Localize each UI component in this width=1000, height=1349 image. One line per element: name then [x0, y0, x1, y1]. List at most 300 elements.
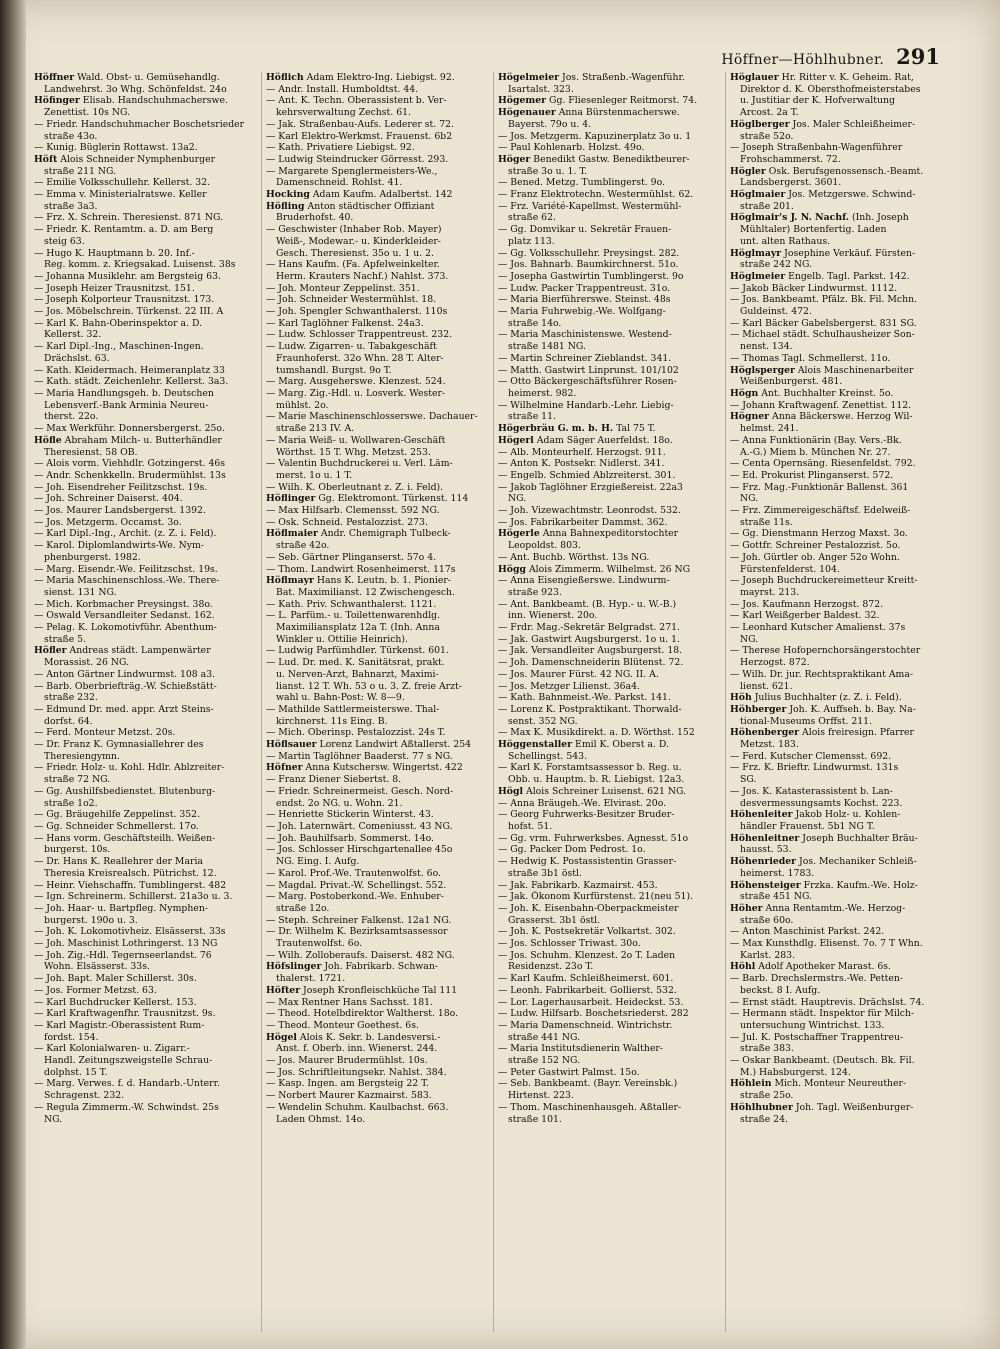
- entry-text: Landwehrst. 3o Whg. Schönfeldst. 24o: [44, 83, 227, 95]
- entry-text: — Emilie Volksschullehr. Kellerst. 32.: [34, 177, 211, 189]
- entry-text: — Franz Diener Siebertst. 8.: [266, 774, 402, 786]
- entry-text: — Centa Opernsäng. Riesenfeldst. 792.: [730, 458, 916, 470]
- header-title: Höffner—Höhlhubner.: [721, 52, 885, 68]
- entry-text: Reg. komm. z. Kriegsakad. Luisenst. 38s: [44, 259, 236, 271]
- entry-text: Elisab. Handschuhmacherswe.: [79, 95, 228, 107]
- surname: Höhensteiger: [730, 879, 801, 891]
- directory-entry: [730, 657, 954, 669]
- directory-entry: [730, 341, 954, 353]
- directory-entry: [266, 903, 489, 915]
- entry-text: Guldeinst. 472.: [740, 306, 812, 318]
- directory-entry: [730, 154, 954, 166]
- entry-text: Metzst. 183.: [740, 739, 799, 751]
- directory-entry: [266, 201, 489, 213]
- directory-entry: [266, 283, 489, 295]
- directory-entry: [34, 318, 257, 330]
- surname: Hocking: [266, 189, 310, 201]
- entry-text: — Friedr. Handschuhmacher Boschetsrieder: [34, 118, 245, 130]
- directory-entry: [266, 880, 489, 892]
- entry-text: Grasserst. 3b1 östl.: [508, 914, 601, 926]
- directory-entry: [730, 236, 954, 248]
- directory-entry: [34, 470, 257, 482]
- directory-entry: [730, 447, 954, 459]
- entry-text: — Ant. Buchb. Wörthst. 13s NG.: [498, 551, 650, 563]
- entry-text: Fürstenfelderst. 104.: [740, 563, 840, 575]
- directory-entry: [266, 1055, 489, 1067]
- surname: Högemer: [498, 95, 547, 107]
- directory-entry: [266, 458, 489, 470]
- directory-entry: [266, 950, 489, 962]
- directory-entry: [266, 774, 489, 786]
- directory-entry: [730, 762, 954, 774]
- entry-text: — Edmund Dr. med. appr. Arzt Steins-: [34, 703, 214, 715]
- directory-entry: [498, 458, 721, 470]
- directory-entry: [266, 657, 489, 669]
- directory-entry: [266, 236, 489, 248]
- entry-text: Isartalst. 323.: [508, 83, 574, 95]
- directory-entry: [34, 306, 257, 318]
- directory-entry: [730, 119, 954, 131]
- directory-entry: [730, 365, 954, 377]
- directory-entry: [34, 119, 257, 131]
- entry-text: straße 12o.: [276, 902, 330, 914]
- directory-entry: [730, 400, 954, 412]
- entry-text: Gg. Elektromont. Türkenst. 114: [315, 493, 469, 505]
- entry-text: straße 152 NG.: [508, 1055, 581, 1067]
- directory-entry: [498, 540, 721, 552]
- directory-entry: [266, 318, 489, 330]
- entry-text: senst. 352 NG.: [508, 715, 578, 727]
- directory-entry: [266, 166, 489, 178]
- entry-text: hofst. 51.: [508, 821, 553, 832]
- entry-text: Morassist. 26 NG.: [44, 657, 130, 669]
- directory-entry: [34, 1114, 257, 1126]
- entry-text: mühlst. 2o.: [276, 399, 329, 411]
- directory-entry: [34, 973, 257, 985]
- directory-entry: [266, 259, 489, 271]
- directory-entry: [498, 224, 721, 236]
- directory-entry: [730, 318, 954, 330]
- entry-text: Benedikt Gastw. Benediktbeurer-: [530, 153, 690, 165]
- directory-entry: [730, 868, 954, 880]
- directory-entry: [730, 72, 954, 84]
- surname: Höhenberger: [730, 727, 800, 739]
- directory-entry: [266, 610, 489, 622]
- directory-entry: [498, 903, 721, 915]
- entry-text: Mühltaler) Bortenfertig. Laden: [740, 224, 887, 236]
- directory-entry: [730, 926, 954, 938]
- entry-text: Mich. Monteur Neureuther-: [771, 1078, 907, 1090]
- entry-text: — Hermann städt. Inspektor für Milch-: [730, 1008, 915, 1020]
- entry-text: NG.: [44, 1113, 63, 1125]
- entry-text: — Georg Fuhrwerks-Besitzer Bruder-: [498, 809, 675, 821]
- entry-text: — Joh. Monteur Zeppelinst. 351.: [266, 282, 420, 294]
- directory-entry: [498, 645, 721, 657]
- entry-text: — Karl Kolonialwaren- u. Zigarr.-: [34, 1043, 190, 1055]
- entry-text: — Marie Maschinenschlosserswe. Dachauer-: [266, 411, 478, 423]
- entry-text: — Maria Fuhrwebig.-We. Wolfgang-: [498, 306, 666, 318]
- surname: Höglauer: [730, 72, 779, 83]
- entry-text: Weiß-, Modewar.- u. Kinderkleider-: [276, 235, 441, 247]
- entry-text: desvermessungsamts Kochst. 223.: [740, 797, 903, 809]
- directory-entry: [34, 388, 257, 400]
- directory-entry: [730, 1008, 954, 1020]
- directory-entry: [730, 353, 954, 365]
- entry-text: — Engelb. Schmied Ablzreiterst. 301.: [498, 469, 676, 481]
- directory-entry: [498, 1008, 721, 1020]
- entry-text: — Joh. Eisendreher Feilitzschst. 19s.: [34, 481, 208, 493]
- directory-entry: [34, 84, 257, 96]
- directory-entry: [34, 482, 257, 494]
- directory-entry: [34, 154, 257, 166]
- directory-entry: [266, 528, 489, 540]
- entry-text: straße 11.: [508, 411, 556, 423]
- directory-entry: [34, 201, 257, 213]
- directory-entry: [730, 645, 954, 657]
- entry-text: — Johann Kraftwagenf. Zenettist. 112.: [730, 399, 912, 411]
- directory-entry: [34, 856, 257, 868]
- entry-text: — Frz. Variété-Kapellmst. Westermühl-: [498, 200, 682, 212]
- entry-text: Wörthst. 15 T. Whg. Metzst. 253.: [276, 446, 431, 458]
- directory-entry: [266, 751, 489, 763]
- entry-text: — Marg. Verwes. f. d. Handarb.-Unterr.: [34, 1078, 220, 1090]
- directory-entry: [266, 985, 489, 997]
- entry-text: — Johanna Musiklehr. am Bergsteig 63.: [34, 270, 221, 282]
- directory-entry: [266, 294, 489, 306]
- directory-entry: [34, 236, 257, 248]
- directory-entry: [34, 1090, 257, 1102]
- entry-text: straße 43o.: [44, 130, 98, 142]
- directory-entry: [34, 645, 257, 657]
- directory-entry: [498, 950, 721, 962]
- entry-text: — Hugo K. Hauptmann b. 20. Inf.-: [34, 247, 195, 259]
- directory-entry: [34, 376, 257, 388]
- directory-entry: [34, 809, 257, 821]
- directory-entry: [730, 540, 954, 552]
- entry-text: — Max Werkführ. Donnersbergerst. 25o.: [34, 423, 225, 435]
- directory-entry: [266, 470, 489, 482]
- entry-text: — Ign. Schreinerm. Schillerst. 21a3o u. 3.: [34, 891, 233, 903]
- surname: Höfter: [266, 984, 301, 996]
- entry-text: Herm. Krauters Nachf.) Nahlst. 373.: [276, 270, 449, 282]
- directory-entry: [266, 798, 489, 810]
- directory-entry: [498, 856, 721, 868]
- entry-text: — Karol. Prof.-We. Trautenwolfst. 6o.: [266, 867, 441, 879]
- entry-text: — Joh. Gürtler ob. Anger 52o Wohn.: [730, 551, 900, 563]
- entry-text: — Alois vorm. Viehhdlr. Gotzingerst. 46s: [34, 458, 226, 470]
- surname: Höhenleiter: [730, 809, 793, 821]
- entry-text: Bat. Maximilianst. 12 Zwischengesch.: [276, 586, 455, 598]
- entry-text: Ant. Buchhalter Kreinst. 5o.: [758, 387, 894, 399]
- entry-text: — Gg. Dienstmann Herzog Maxst. 3o.: [730, 528, 908, 540]
- directory-entry: [34, 1078, 257, 1090]
- entry-text: — Maria Weiß- u. Wollwaren-Geschäft: [266, 434, 446, 446]
- entry-text: Tal 75 T.: [613, 423, 656, 435]
- entry-text: — Gg. Aushilfsbedienstet. Blutenburg-: [34, 785, 216, 797]
- entry-text: Alois K. Sekr. b. Landesversi.-: [296, 1031, 441, 1043]
- entry-text: — Ed. Prokurist Plinganserst. 572.: [730, 469, 894, 481]
- directory-entry: [266, 692, 489, 704]
- entry-text: — Jos. Metzgerm. Occamst. 3o.: [34, 516, 182, 528]
- surname: Högerbräu G. m. b. H.: [498, 423, 614, 435]
- directory-entry: [266, 388, 489, 400]
- entry-text: Leopoldst. 803.: [508, 540, 581, 552]
- entry-text: Joh. Fabrikarb. Schwan-: [321, 961, 438, 973]
- entry-text: — Anna Bräugeh.-We. Elvirast. 20o.: [498, 797, 667, 809]
- directory-entry: [34, 212, 257, 224]
- directory-entry: [266, 727, 489, 739]
- directory-entry: [730, 411, 954, 423]
- entry-text: straße 383.: [740, 1043, 794, 1055]
- directory-entry: [34, 540, 257, 552]
- directory-entry: [266, 552, 489, 564]
- directory-entry: [730, 1032, 954, 1044]
- directory-entry: [498, 774, 721, 786]
- directory-entry: [266, 1114, 489, 1126]
- directory-entry: [498, 107, 721, 119]
- entry-text: — Joh. Spengler Schwanthalerst. 110s: [266, 306, 448, 318]
- directory-entry: [730, 1102, 954, 1114]
- directory-column: [262, 72, 494, 1332]
- entry-text: — Maria Institutsdienerin Walther-: [498, 1043, 663, 1055]
- directory-entry: [34, 716, 257, 728]
- surname: Högl: [498, 785, 524, 797]
- directory-entry: [730, 739, 954, 751]
- entry-text: — Andr. Schenkkelln. Brudermühlst. 13s: [34, 469, 226, 481]
- directory-entry: [266, 1020, 489, 1032]
- directory-entry: [730, 634, 954, 646]
- entry-text: — Dr. Hans K. Reallehrer der Maria: [34, 856, 203, 868]
- entry-text: — Hans Kaufm. (Fa. Apfelweinkelter.: [266, 259, 440, 271]
- entry-text: — Henriette Stickerin Winterst. 43.: [266, 809, 434, 821]
- entry-text: hausst. 53.: [740, 844, 792, 856]
- entry-text: A.-G.) Miem b. München Nr. 27.: [740, 446, 891, 458]
- entry-text: — Dr. Franz K. Gymnasiallehrer des: [34, 739, 204, 751]
- directory-entry: [730, 1020, 954, 1032]
- surname: Högelmeier: [498, 72, 560, 83]
- entry-text: Arcost. 2a T.: [740, 107, 799, 119]
- entry-text: dolphst. 15 T.: [44, 1066, 108, 1078]
- entry-text: — Karol. Diplomlandwirts-We. Nym-: [34, 540, 204, 552]
- directory-entry: [266, 564, 489, 576]
- entry-text: — Ludwig Parfümhdler. Türkenst. 601.: [266, 645, 449, 657]
- directory-entry: [498, 821, 721, 833]
- directory-entry: [498, 447, 721, 459]
- directory-entry: [34, 727, 257, 739]
- directory-entry: [730, 915, 954, 927]
- entry-text: — Ernst städt. Hauptrevis. Drächslst. 74.: [730, 996, 925, 1008]
- directory-entry: [266, 926, 489, 938]
- directory-entry: [266, 447, 489, 459]
- entry-text: Jos. Mechaniker Schleiß-: [796, 856, 917, 868]
- directory-entry: [266, 482, 489, 494]
- entry-text: — Thom. Landwirt Rosenheimerst. 117s: [266, 563, 456, 575]
- surname: Höflsauer: [266, 739, 317, 751]
- entry-text: kehrsverwaltung Zechst. 61.: [276, 107, 411, 119]
- directory-entry: [730, 844, 954, 856]
- directory-entry: [34, 1020, 257, 1032]
- entry-text: — Alb. Monteurhelf. Herzogst. 911.: [498, 446, 666, 458]
- directory-entry: [498, 259, 721, 271]
- directory-entry: [498, 833, 721, 845]
- directory-entry: [498, 236, 721, 248]
- entry-text: Anna Bürstenmacherswe.: [555, 107, 680, 119]
- entry-text: — Frz. Zimmereigeschäftsf. Edelweiß-: [730, 505, 911, 517]
- directory-entry: [498, 681, 721, 693]
- entry-text: — Jos. Schuhm. Klenzest. 2o T. Laden: [498, 949, 676, 961]
- entry-text: — Jos. Möbelschrein. Türkenst. 22 III. A: [34, 306, 224, 318]
- directory-entry: [266, 739, 489, 751]
- entry-text: — Lud. Dr. med. K. Sanitätsrat, prakt.: [266, 657, 445, 669]
- entry-text: — Frz. X. Schrein. Theresienst. 871 NG.: [34, 212, 224, 224]
- directory-entry: [730, 973, 954, 985]
- entry-text: burgerst. 190o u. 3.: [44, 914, 138, 926]
- directory-entry: [730, 880, 954, 892]
- entry-text: — Jak. Gastwirt Augsburgerst. 1o u. 1.: [498, 633, 680, 645]
- directory-entry: [730, 622, 954, 634]
- entry-text: endst. 2o NG. u. Wohn. 21.: [276, 797, 403, 809]
- entry-text: Hirtenst. 223.: [508, 1090, 574, 1102]
- directory-entry: [498, 739, 721, 751]
- directory-entry: [34, 961, 257, 973]
- directory-entry: [730, 329, 954, 341]
- entry-text: straße 213 IV. A.: [276, 423, 355, 435]
- directory-entry: [730, 131, 954, 143]
- directory-entry: [498, 880, 721, 892]
- entry-text: Gg. Fliesenleger Reitmorst. 74.: [546, 95, 698, 107]
- directory-entry: [34, 505, 257, 517]
- directory-entry: [266, 131, 489, 143]
- entry-text: Damenschneid. Rohlst. 41.: [276, 177, 403, 189]
- directory-entry: [34, 821, 257, 833]
- directory-entry: [498, 95, 721, 107]
- entry-text: — Therese Hofopernchorsängerstochter: [730, 645, 921, 657]
- directory-entry: [266, 365, 489, 377]
- directory-entry: [730, 903, 954, 915]
- surname: Höfner: [266, 762, 303, 774]
- page-number: 291: [896, 44, 940, 69]
- directory-entry: [266, 517, 489, 529]
- entry-text: — Heinr. Viehschaffn. Tumblingerst. 482: [34, 879, 227, 891]
- directory-entry: [34, 950, 257, 962]
- directory-entry: [730, 248, 954, 260]
- entry-text: — Karl Bäcker Gabelsbergerst. 831 SG.: [730, 317, 917, 329]
- directory-entry: [266, 224, 489, 236]
- page-header: [720, 44, 940, 70]
- entry-text: Gesch. Theresienst. 35o u. 1 u. 2.: [276, 247, 435, 259]
- directory-entry: [266, 341, 489, 353]
- directory-entry: [34, 903, 257, 915]
- directory-entry: [498, 131, 721, 143]
- directory-entry: [34, 177, 257, 189]
- entry-text: — Anton K. Postsekr. Nidlerst. 341.: [498, 458, 665, 470]
- directory-entry: [34, 341, 257, 353]
- directory-columns: [30, 72, 960, 1332]
- directory-entry: [730, 201, 954, 213]
- entry-text: — Mathilde Sattlermeisterswe. Thal-: [266, 703, 440, 715]
- entry-text: — Karl K. Forstamtsassessor b. Reg. u.: [498, 762, 682, 774]
- entry-text: — Max K. Musikdirekt. a. D. Wörthst. 152: [498, 727, 695, 739]
- entry-text: — Wilhelmine Handarb.-Lehr. Liebig-: [498, 399, 674, 411]
- directory-entry: [730, 505, 954, 517]
- surname: Höglmayr: [730, 247, 782, 259]
- directory-entry: [34, 798, 257, 810]
- directory-entry: [730, 189, 954, 201]
- directory-entry: [498, 622, 721, 634]
- directory-entry: [34, 552, 257, 564]
- directory-entry: [498, 704, 721, 716]
- directory-entry: [498, 201, 721, 213]
- directory-entry: [34, 435, 257, 447]
- directory-entry: [34, 411, 257, 423]
- entry-text: sienst. 131 NG.: [44, 586, 117, 598]
- entry-text: beckst. 8 I. Aufg.: [740, 984, 821, 996]
- binding-edge: [0, 0, 26, 1349]
- directory-entry: [34, 926, 257, 938]
- directory-entry: [34, 1055, 257, 1067]
- entry-text: — Maria Handlungsgeh. b. Deutschen: [34, 387, 214, 399]
- directory-entry: [498, 306, 721, 318]
- directory-entry: [498, 692, 721, 704]
- entry-text: — Ant. Bankbeamt. (B. Hyp.- u. W.-B.): [498, 598, 677, 610]
- entry-text: — Lorenz K. Postpraktikant. Thorwald-: [498, 703, 682, 715]
- directory-entry: [730, 938, 954, 950]
- directory-entry: [266, 95, 489, 107]
- directory-entry: [34, 868, 257, 880]
- directory-entry: [730, 950, 954, 962]
- directory-entry: [266, 142, 489, 154]
- directory-column: [494, 72, 726, 1332]
- directory-entry: [730, 435, 954, 447]
- directory-entry: [498, 271, 721, 283]
- entry-text: — Seb. Gärtner Plinganserst. 57o 4.: [266, 551, 437, 563]
- entry-text: — Joh. Schreiner Daiserst. 404.: [34, 493, 183, 505]
- directory-entry: [266, 1032, 489, 1044]
- entry-text: untersuchung Wintrichst. 133.: [740, 1019, 885, 1031]
- entry-text: Karlst. 283.: [740, 949, 796, 961]
- entry-text: — Jak. Fabrikarb. Kazmairst. 453.: [498, 879, 658, 891]
- entry-text: lienst. 621.: [740, 680, 793, 692]
- entry-text: — Martin Taglöhner Baaderst. 77 s NG.: [266, 750, 453, 762]
- directory-entry: [730, 809, 954, 821]
- entry-text: — Leonh. Fabrikarbeit. Gollierst. 532.: [498, 984, 677, 996]
- entry-text: händler Frauenst. 5b1 NG T.: [740, 821, 875, 832]
- entry-text: Schragenst. 232.: [44, 1090, 125, 1102]
- surname: Högner: [730, 411, 770, 423]
- directory-entry: [34, 248, 257, 260]
- entry-text: Handl. Zeitungszweigstelle Schrau-: [44, 1055, 213, 1067]
- entry-text: Anna Bäckerswe. Herzog Wil-: [769, 411, 913, 423]
- directory-entry: [730, 84, 954, 96]
- entry-text: — Jos. Bahnarb. Baumkirchnerst. 51o.: [498, 259, 679, 271]
- entry-text: — Frdr. Mag.-Sekretär Belgradst. 271.: [498, 622, 680, 634]
- directory-entry: [34, 751, 257, 763]
- entry-text: Anton städtischer Offiziant: [304, 200, 435, 212]
- entry-text: Julius Buchhalter (z. Z. i. Feld).: [751, 692, 902, 704]
- entry-text: Lorenz Landwirt Aßtallerst. 254: [316, 739, 472, 751]
- directory-entry: [266, 400, 489, 412]
- directory-entry: [498, 388, 721, 400]
- entry-text: fordst. 154.: [44, 1031, 99, 1043]
- entry-text: — Kath. Privatiere Liebigst. 92.: [266, 142, 415, 154]
- directory-entry: [266, 376, 489, 388]
- entry-text: Josephine Verkäuf. Fürsten-: [781, 247, 916, 259]
- directory-entry: [730, 482, 954, 494]
- entry-text: — Martin Schreiner Zieblandst. 341.: [498, 352, 672, 364]
- entry-text: platz 113.: [508, 235, 555, 247]
- entry-text: — Jak. Versandleiter Augsburgerst. 18.: [498, 645, 683, 657]
- entry-text: Engelb. Tagl. Parkst. 142.: [785, 270, 910, 282]
